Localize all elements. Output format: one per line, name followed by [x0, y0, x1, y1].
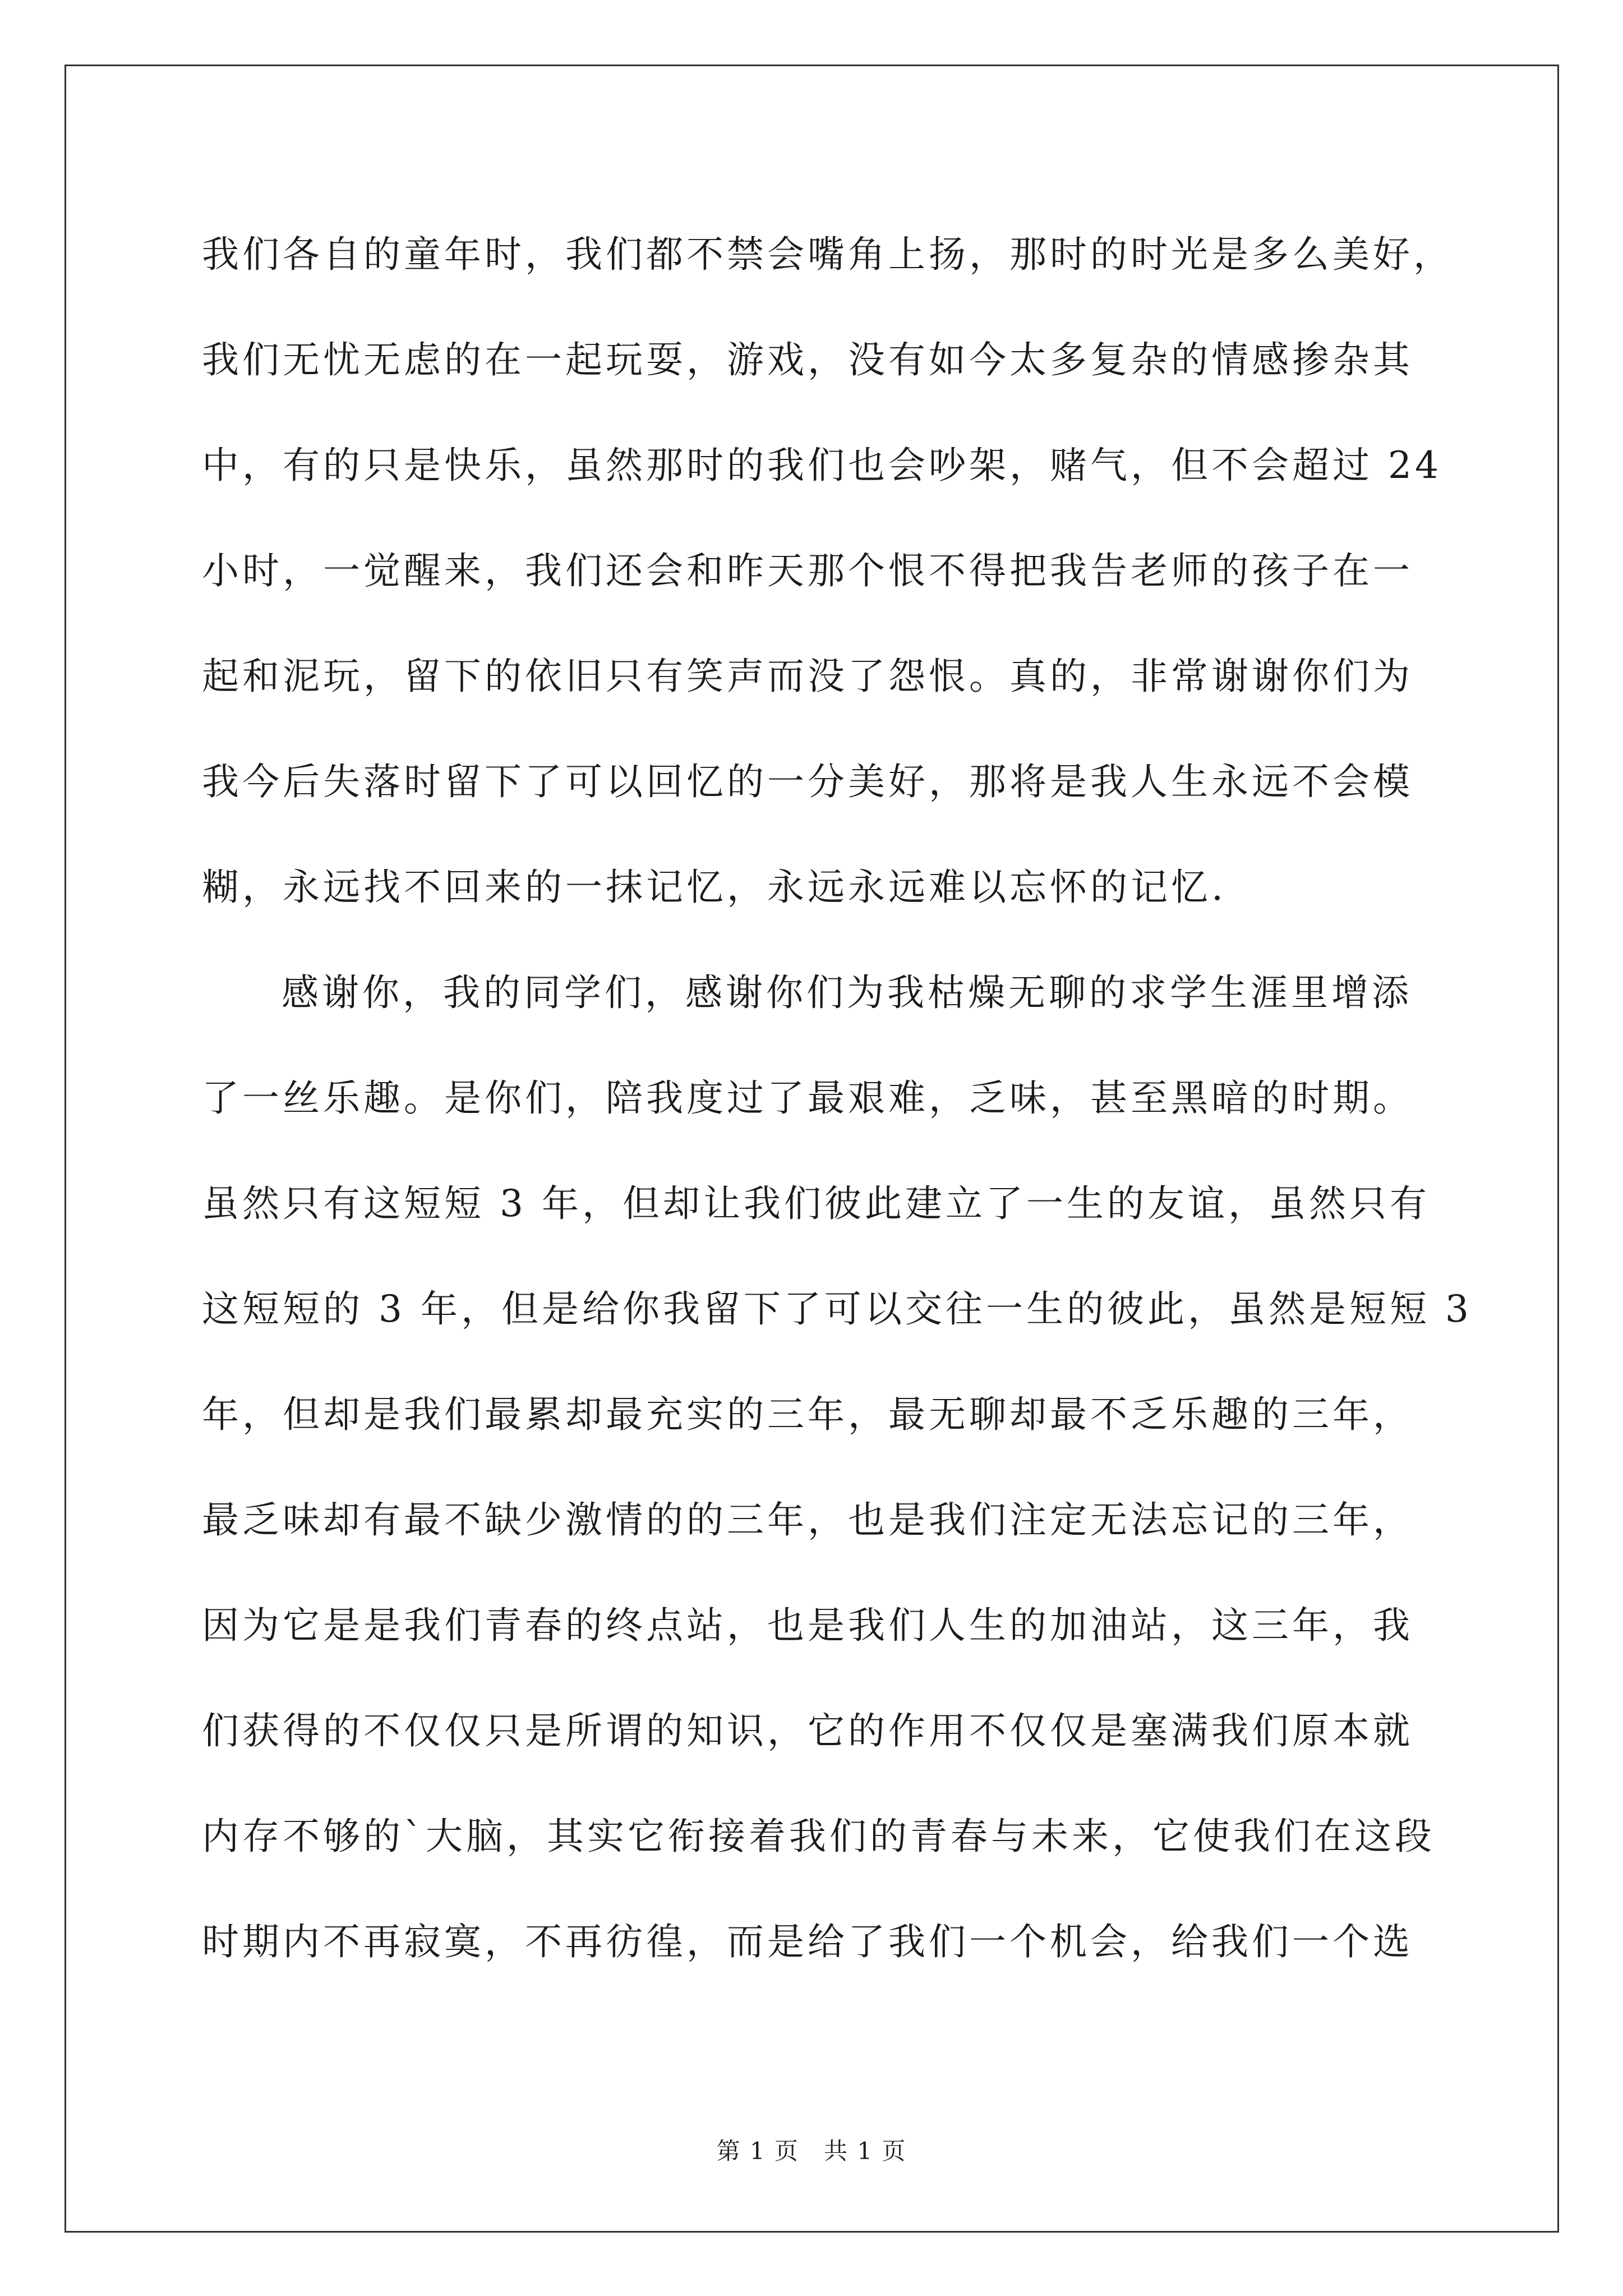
text-line: 小时，一觉醒来，我们还会和昨天那个恨不得把我告老师的孩子在一	[202, 549, 1413, 592]
text-line: 起和泥玩，留下的依旧只有笑声而没了怨恨。真的，非常谢谢你们为	[202, 655, 1413, 698]
text-line: 了一丝乐趣。是你们，陪我度过了最艰难，乏味，甚至黑暗的时期。	[202, 1076, 1413, 1120]
text-line: 糊，永远找不回来的一抹记忆，永远永远难以忘怀的记忆.	[202, 866, 1227, 909]
text-line: 虽然只有这短短 3 年，但却让我们彼此建立了一生的友谊，虽然只有	[202, 1182, 1430, 1225]
text-line: 我们各自的童年时，我们都不禁会嘴角上扬，那时的时光是多么美好，	[202, 233, 1454, 276]
text-line: 我今后失落时留下了可以回忆的一分美好，那将是我人生永远不会模	[202, 760, 1413, 803]
text-line: 们获得的不仅仅只是所谓的知识，它的作用不仅仅是塞满我们原本就	[202, 1709, 1413, 1752]
text-line: 中，有的只是快乐，虽然那时的我们也会吵架，赌气，但不会超过 24	[202, 444, 1442, 487]
text-line: 时期内不再寂寞，不再彷徨，而是给了我们一个机会，给我们一个选	[202, 1920, 1413, 1963]
text-line: 我们无忧无虑的在一起玩耍，游戏，没有如今太多复杂的情感掺杂其	[202, 338, 1413, 381]
text-line: 因为它是是我们青春的终点站，也是我们人生的加油站，这三年，我	[202, 1604, 1413, 1647]
page-number-footer: 第 1 页 共 1 页	[716, 2137, 907, 2165]
text-line: 最乏味却有最不缺少激情的的三年，也是我们注定无法忘记的三年，	[202, 1498, 1413, 1542]
text-line: 这短短的 3 年，但是给你我留下了可以交往一生的彼此，虽然是短短 3	[202, 1287, 1472, 1331]
text-line: 年，但却是我们最累却最充实的三年，最无聊却最不乏乐趣的三年，	[202, 1393, 1413, 1436]
paragraph-start-line: 感谢你，我的同学们，感谢你们为我枯燥无聊的求学生涯里增添	[282, 971, 1412, 1014]
text-line: 内存不够的`大脑，其实它衔接着我们的青春与未来，它使我们在这段	[202, 1815, 1435, 1858]
document-body	[202, 219, 1472, 2012]
